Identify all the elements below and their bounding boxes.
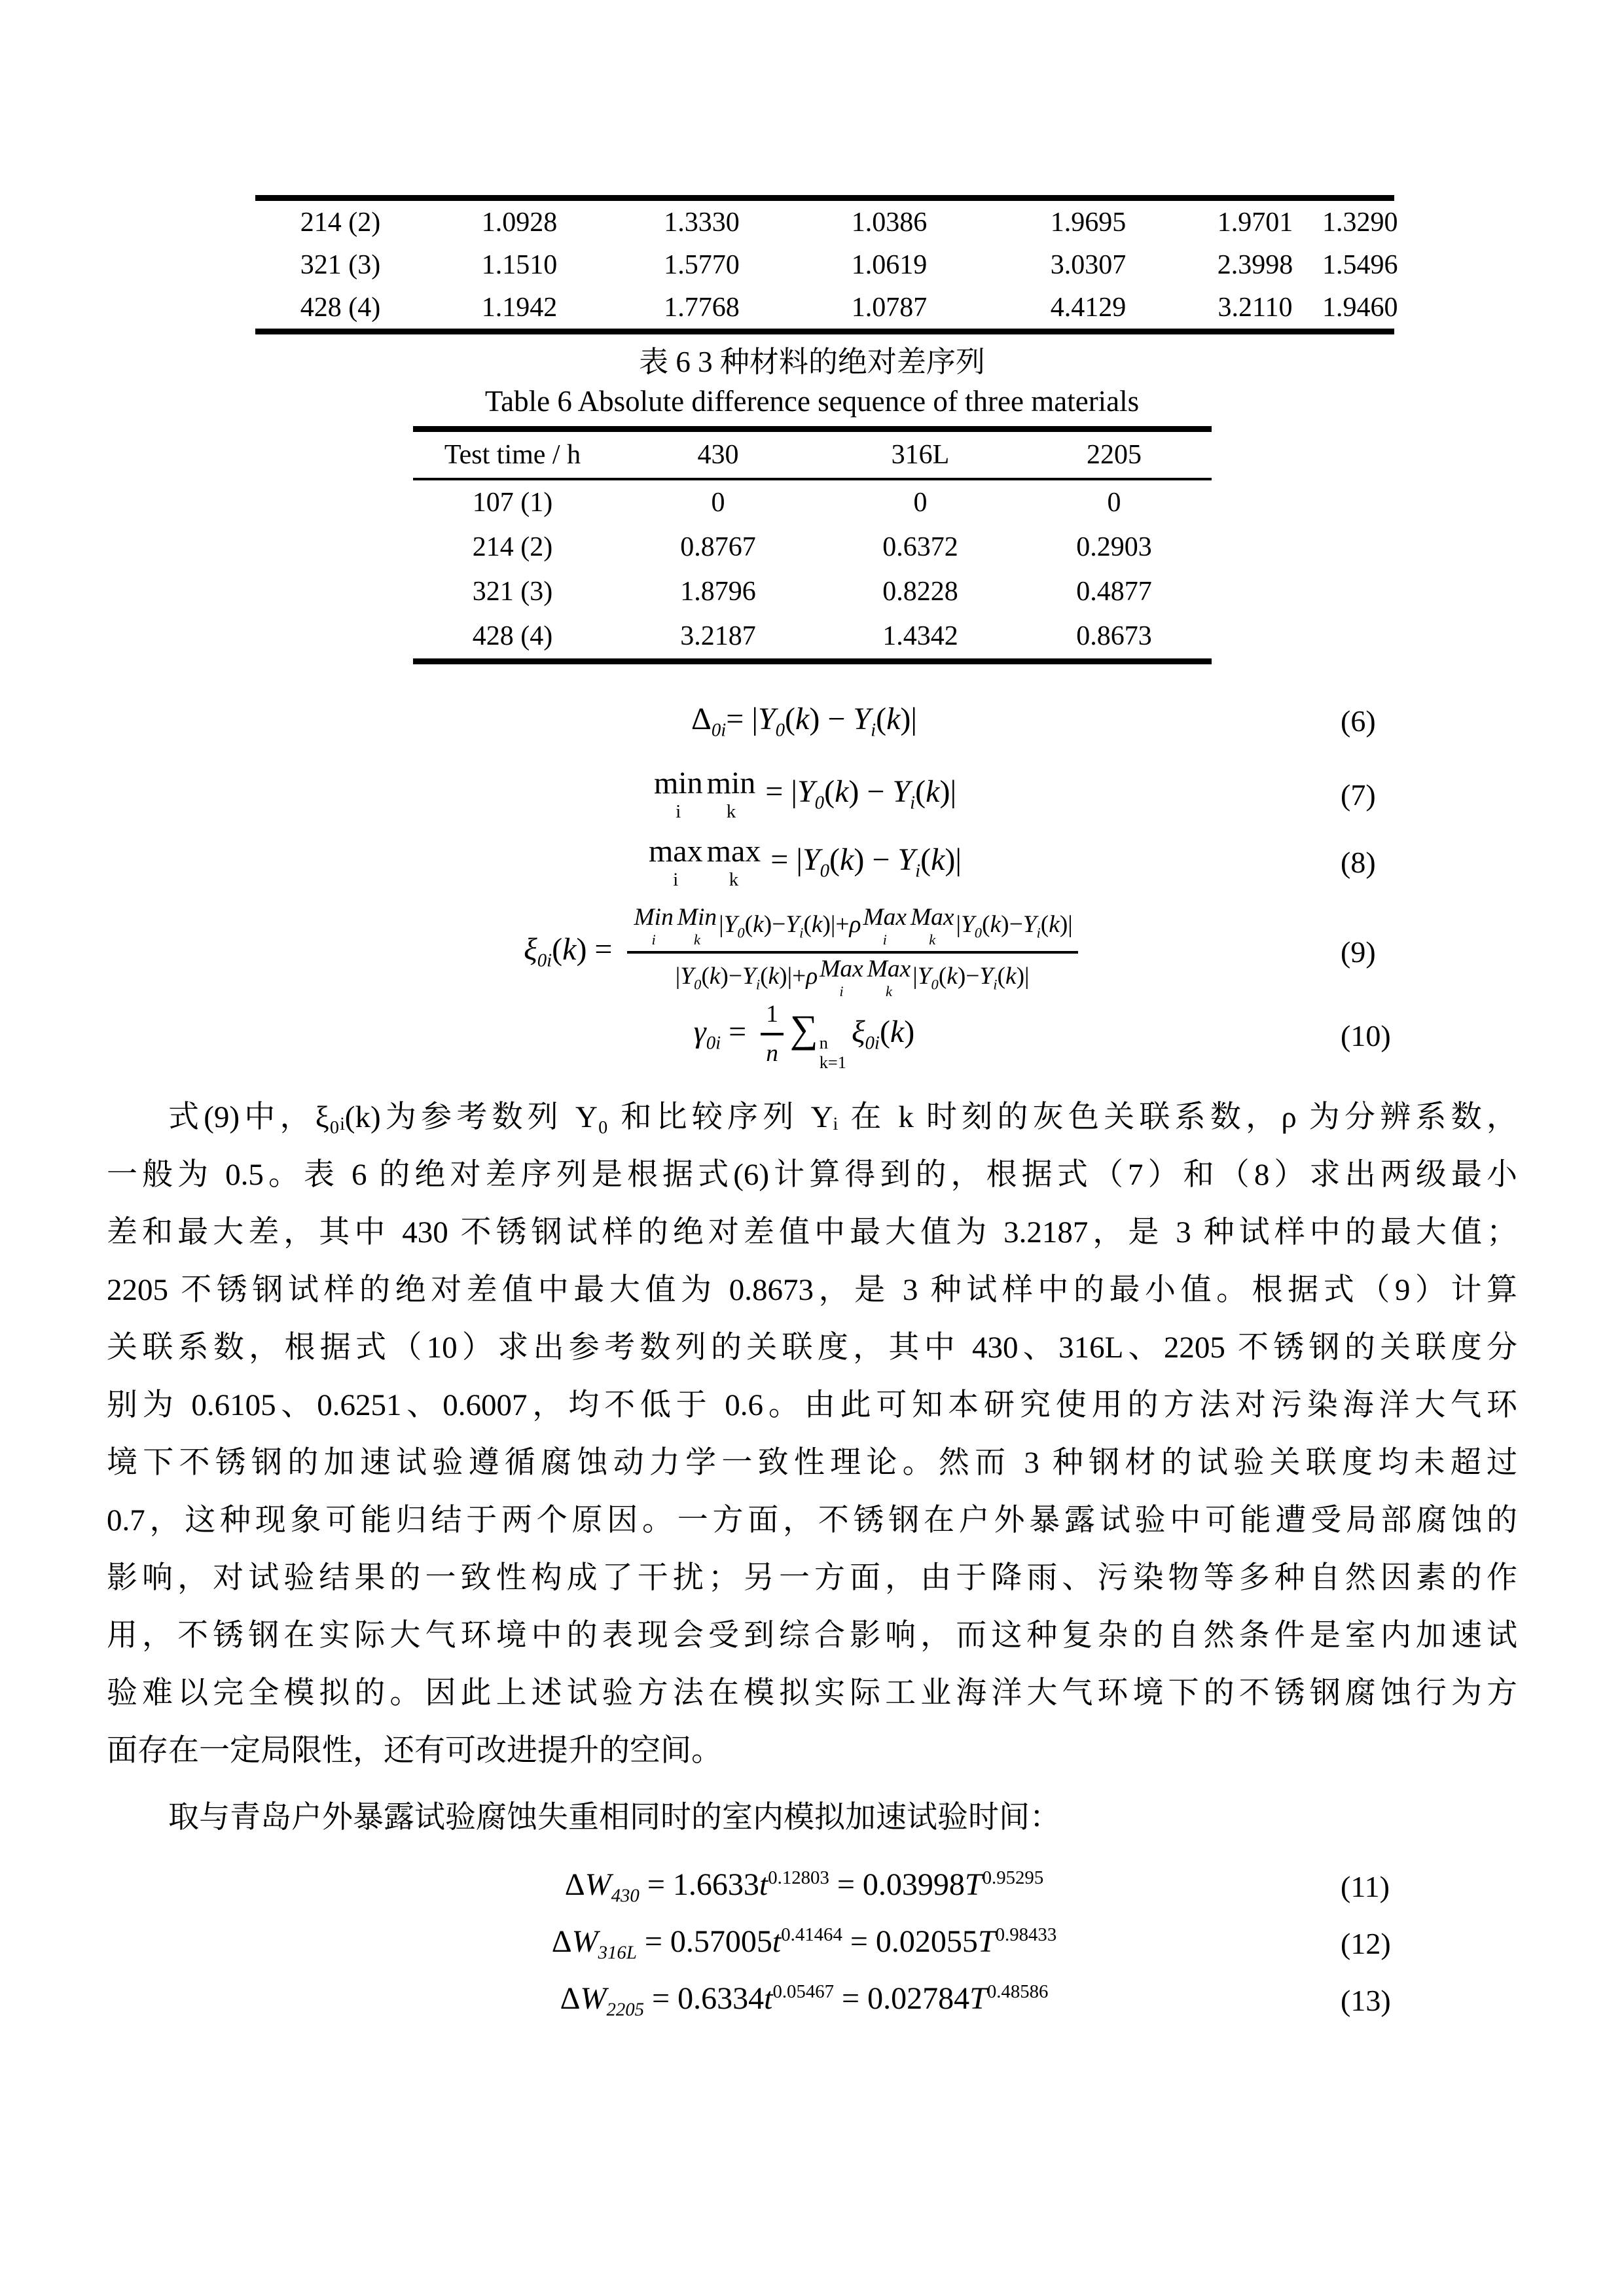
paragraph-line: 关联系数，根据式（10）求出参考数列的关联度，其中 430、316L、2205 不锈钢的关联度分 bbox=[107, 1330, 1517, 1365]
table-cell: 0.4877 bbox=[1076, 577, 1152, 607]
table-row bbox=[413, 479, 1212, 525]
table-cell: 428 (4) bbox=[472, 621, 553, 651]
table-cell: 107 (1) bbox=[472, 488, 553, 518]
table-row bbox=[413, 569, 1212, 614]
equation-12-math: $\Delta W_{316L} = 0.57005t^{0.41464} = 0.02055T^{0.98433}$ bbox=[551, 1924, 1057, 1964]
paragraph-line: 差和最大差，其中 430 不锈钢试样的绝对差值中最大值为 3.2187，是 3 种试样中的最大值； bbox=[107, 1215, 1517, 1249]
table-cell: 1.1510 bbox=[481, 249, 558, 280]
table-row bbox=[413, 614, 1212, 662]
paragraph-line: 用，不锈钢在实际大气环境中的表现会受到综合影响，而这种复杂的自然条件是室内加速试 bbox=[107, 1618, 1517, 1653]
table-cell: 4.4129 bbox=[1050, 292, 1127, 323]
table-cell: 0.8228 bbox=[882, 577, 958, 607]
table-cell: 0.8767 bbox=[680, 532, 756, 562]
table-cell: 0 bbox=[711, 488, 725, 518]
table-cell: 214 (2) bbox=[300, 207, 381, 238]
table-cell: 321 (3) bbox=[472, 577, 553, 607]
table-cell: 1.3290 bbox=[1322, 207, 1398, 238]
equation-13 bbox=[107, 1980, 1517, 2021]
table-cell: 2.3998 bbox=[1217, 249, 1293, 280]
table-cell: 1.0386 bbox=[851, 207, 928, 238]
table6-header-cell: 2205 bbox=[1017, 429, 1212, 480]
table-cell: 428 (4) bbox=[300, 292, 381, 323]
equation-11-math: $\Delta W_{430} = 1.6633t^{0.12803} = 0.03998T^{0.95295}$ bbox=[564, 1867, 1044, 1907]
equation-7-math: min i min k = $|Y_0(k) - Y_i(k)|$ bbox=[653, 766, 957, 823]
paragraph-line: 式(9)中，ξ₀ᵢ(k)为参考数列 Y₀ 和比较序列 Yᵢ 在 k 时刻的灰色关联系数，ρ 为分辨系数， bbox=[168, 1100, 1517, 1134]
equation-11 bbox=[107, 1866, 1517, 1907]
paragraph-line: 面存在一定局限性，还有可改进提升的空间。 bbox=[107, 1733, 722, 1768]
equation-8-math: max i max k = $|Y_0(k) - Y_i(k)|$ bbox=[648, 833, 962, 890]
table-cell: 1.8796 bbox=[680, 577, 756, 607]
table-cell: 1.1942 bbox=[481, 292, 558, 323]
equation-8 bbox=[107, 833, 1517, 890]
table-row bbox=[255, 198, 1394, 244]
table6-header-cell: 316L bbox=[824, 429, 1017, 480]
table-cell: 0 bbox=[1107, 488, 1121, 518]
equation-8-number: (8) bbox=[1341, 846, 1376, 880]
table-cell: 1.9695 bbox=[1050, 207, 1127, 238]
equation-9-number: (9) bbox=[1341, 935, 1376, 969]
equation-9 bbox=[107, 905, 1517, 999]
table-cell: 3.2110 bbox=[1218, 292, 1293, 323]
equation-6-number: (6) bbox=[1341, 704, 1376, 738]
equation-13-number: (13) bbox=[1341, 1983, 1391, 2017]
table-row bbox=[255, 286, 1394, 332]
table-cell: 0.2903 bbox=[1076, 532, 1152, 562]
equation-9-math: $\xi_{0i}(k)$ = Min i Min k $|Y_0(k)-Y_i(k)|+\rho$ Max i Max k $|Y_0(k)-Y_i(k)|$ $|Y_0(k)-Y_i(k)|+\rho$ Max i Max k $|Y_0(k)-Y_i(k)|$ bbox=[107, 905, 1341, 999]
table-cell: 1.5496 bbox=[1322, 249, 1398, 280]
table-cell: 1.5770 bbox=[664, 249, 740, 280]
equation-6 bbox=[107, 700, 1517, 742]
equation-12 bbox=[107, 1923, 1517, 1964]
table-cell: 214 (2) bbox=[472, 532, 553, 562]
table6-caption-zh: 表 6 3 种材料的绝对差序列 bbox=[639, 346, 985, 378]
table-cell: 1.0787 bbox=[851, 292, 928, 323]
equation-6-math: $\Delta_{0i}= |Y_0(k) - Y_i(k)|$ bbox=[691, 702, 918, 741]
equation-10 bbox=[107, 999, 1517, 1073]
paragraph-line: 影响，对试验结果的一致性构成了干扰；另一方面，由于降雨、污染物等多种自然因素的作 bbox=[107, 1560, 1517, 1595]
paragraph-line: 0.7，这种现象可能归结于两个原因。一方面，不锈钢在户外暴露试验中可能遭受局部腐蚀的 bbox=[107, 1503, 1517, 1537]
table-cell: 0.8673 bbox=[1076, 621, 1152, 651]
equation-10-math: $\gamma_{0i}$ = $\frac{1}{n}$ ∑ n k=1 $\xi_{0i}(k)$ bbox=[693, 1000, 915, 1073]
equation-10-number: (10) bbox=[1341, 1019, 1391, 1053]
continued-table bbox=[255, 195, 1398, 334]
table-cell: 1.9460 bbox=[1322, 292, 1398, 323]
paragraph-2: 取与青岛户外暴露试验腐蚀失重相同时的室内模拟加速试验时间： bbox=[168, 1800, 1060, 1835]
table6-caption-en: Table 6 Absolute difference sequence of three materials bbox=[484, 385, 1140, 418]
table-cell: 1.0619 bbox=[851, 249, 928, 280]
table-cell: 1.7768 bbox=[664, 292, 740, 323]
table-cell: 0.6372 bbox=[882, 532, 958, 562]
paragraph-1 bbox=[107, 1088, 1517, 1780]
paragraph-line: 境下不锈钢的加速试验遵循腐蚀动力学一致性理论。然而 3 种钢材的试验关联度均未超过 bbox=[107, 1445, 1517, 1480]
paragraph-line: 验难以完全模拟的。因此上述试验方法在模拟实际工业海洋大气环境下的不锈钢腐蚀行为方 bbox=[107, 1676, 1517, 1710]
equation-7 bbox=[107, 768, 1517, 821]
table-cell: 3.0307 bbox=[1050, 249, 1127, 280]
table-cell: 321 (3) bbox=[300, 249, 381, 280]
table-cell: 3.2187 bbox=[680, 621, 756, 651]
equation-13-math: $\Delta W_{2205} = 0.6334t^{0.05467} = 0.02784T^{0.48586}$ bbox=[560, 1981, 1049, 2020]
paragraph-line: 2205 不锈钢试样的绝对差值中最大值为 0.8673，是 3 种试样中的最小值。根据式（9）计算 bbox=[107, 1272, 1517, 1307]
equation-12-number: (12) bbox=[1341, 1926, 1391, 1960]
paragraph-line: 别为 0.6105、0.6251、0.6007，均不低于 0.6。由此可知本研究使用的方法对污染海洋大气环 bbox=[107, 1388, 1517, 1422]
table6 bbox=[413, 426, 1212, 664]
table-cell: 1.9701 bbox=[1217, 207, 1293, 238]
table6-header-row bbox=[413, 429, 1212, 480]
table-row bbox=[255, 243, 1394, 286]
equation-11-number: (11) bbox=[1341, 1869, 1390, 1903]
table-row bbox=[413, 525, 1212, 569]
paragraph-line: 一般为 0.5。表 6 的绝对差序列是根据式(6)计算得到的，根据式（7）和（8）求出两级最小 bbox=[107, 1157, 1517, 1192]
table6-header-cell: Test time / h bbox=[413, 429, 613, 480]
equation-7-number: (7) bbox=[1341, 778, 1376, 812]
table-cell: 1.0928 bbox=[481, 207, 558, 238]
table6-header-cell: 430 bbox=[613, 429, 824, 480]
table-cell: 1.4342 bbox=[882, 621, 958, 651]
table-cell: 1.3330 bbox=[664, 207, 740, 238]
table-cell: 0 bbox=[913, 488, 928, 518]
